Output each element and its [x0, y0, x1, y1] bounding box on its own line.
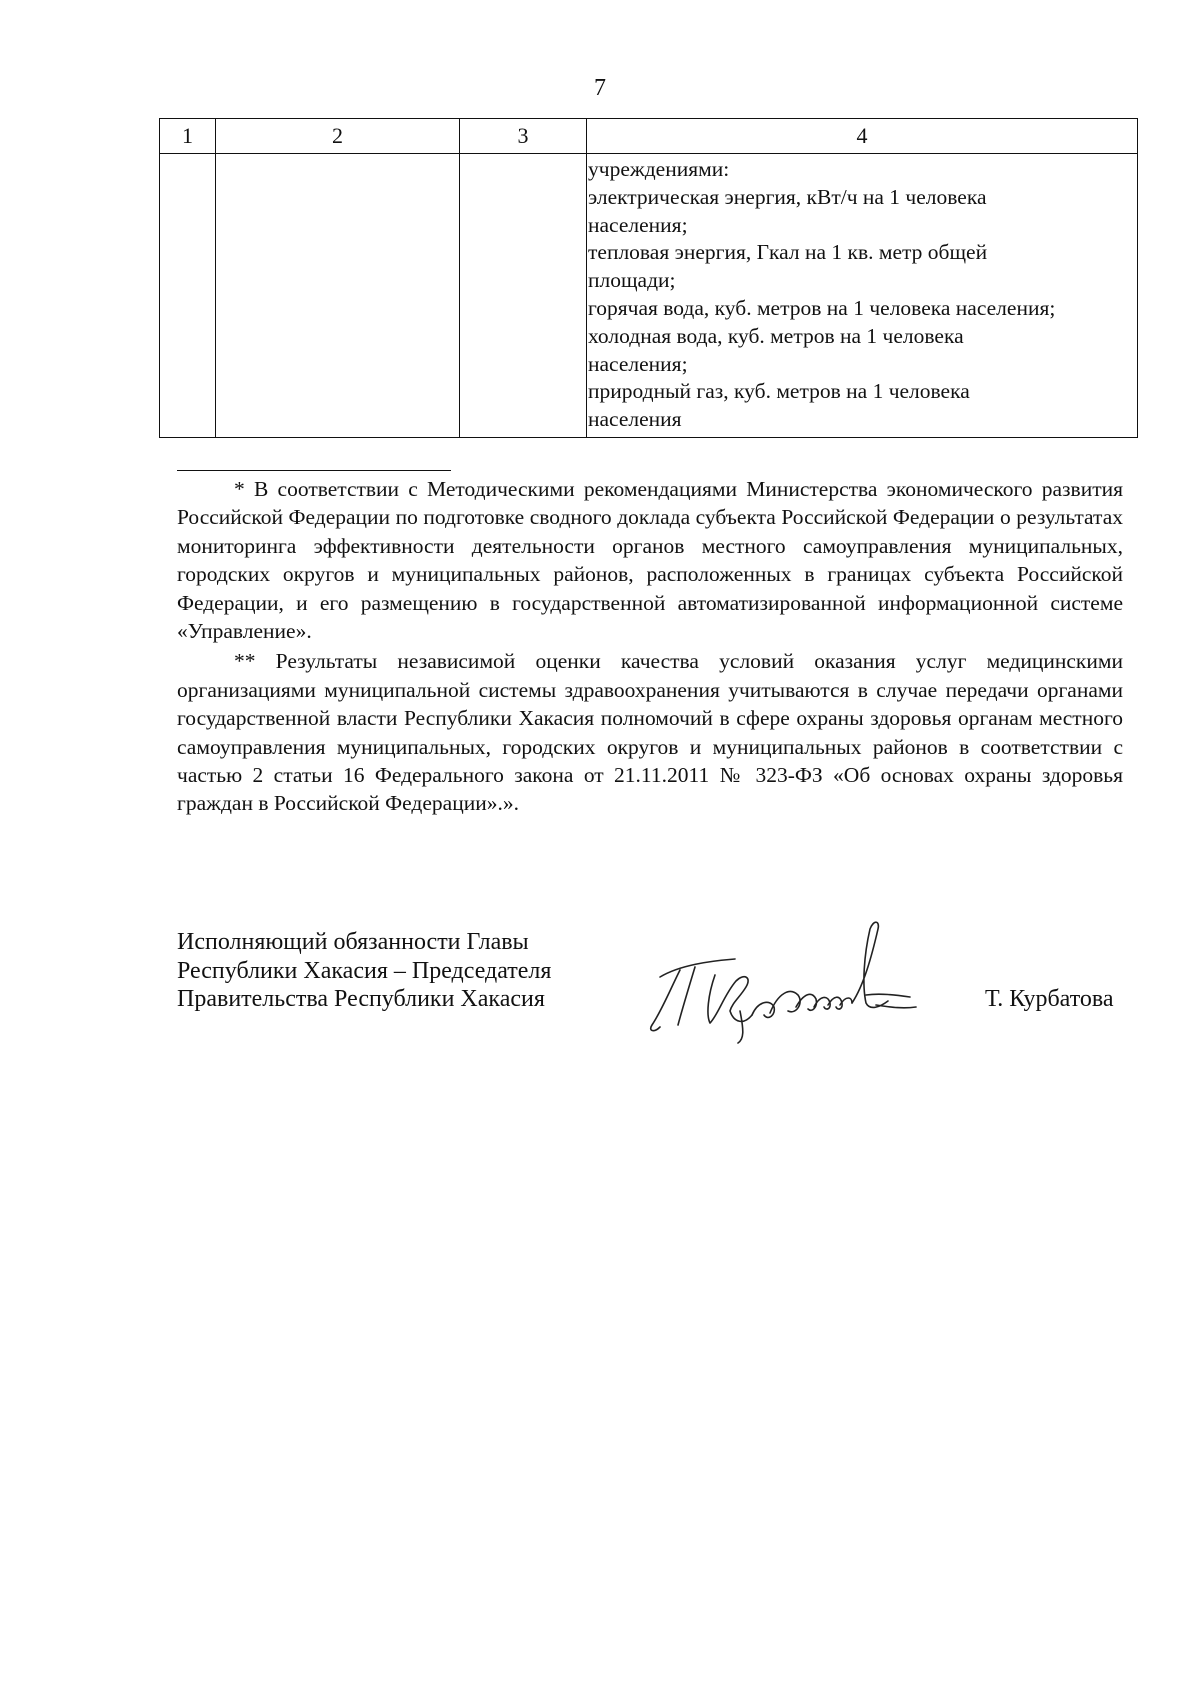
cell-line: учреждениями: [588, 157, 730, 181]
cell-line: населения [588, 407, 682, 432]
footnotes [177, 475, 1123, 818]
cell-line: населения; [588, 351, 688, 376]
footnote-1: * В соответствии с Методическими рекомендациями Министерства экономического развития Российской Федерации по подготовке сводного доклада субъекта Российской Федерации о результатах мониторинга эффективности деятельности органов местного самоуправления муниципальных, городских округов и муниципальных районов, расположенных в границах субъекта Российской Федерации, и его размещению в государственной автоматизированной информационной системе «Управление». [177, 477, 1123, 644]
cell-line: природный газ, куб. метров на 1 человека [588, 379, 970, 404]
table-header-col-2: 2 [216, 119, 460, 154]
indicator-table [159, 118, 1138, 438]
handwritten-signature-icon [640, 915, 930, 1045]
table-header-col-3: 3 [460, 119, 587, 154]
footnote-divider [177, 470, 451, 471]
cell-line: площади; [588, 268, 676, 293]
cell-line: населения; [588, 212, 688, 237]
cell-line: тепловая энергия, Гкал на 1 кв. метр общей [588, 240, 988, 265]
position-line: Исполняющий обязанности Главы [177, 929, 529, 955]
table-cell-col-3 [460, 154, 587, 438]
table-header-col-1: 1 [160, 119, 216, 154]
cell-line: горячая вода, куб. метров на 1 человека населения; [588, 295, 1056, 320]
footnote-2: ** Результаты независимой оценки качества условий оказания услуг медицинскими организациями муниципальной системы здравоохранения учитываются в случае передачи органами государственной власти Республики Хакасия полномочий в сфере охраны здоровья органам местного самоуправления муниципальных, городских округов и муниципальных районов в соответствии с частью 2 статьи 16 Федерального закона от 21.11.2011 № 323-ФЗ «Об основах охраны здоровья граждан в Российской Федерации».». [177, 649, 1123, 816]
table-cell-col-2 [216, 154, 460, 438]
table-cell-col-4 [587, 154, 1138, 438]
table-row [160, 154, 1138, 438]
table-header-col-4: 4 [587, 119, 1138, 154]
page-number: 7 [594, 75, 606, 101]
cell-line: электрическая энергия, кВт/ч на 1 человека [588, 184, 987, 209]
table-header-row [160, 119, 1138, 154]
signatory-position [177, 928, 551, 1014]
position-line: Правительства Республики Хакасия [177, 986, 545, 1012]
signer-name: Т. Курбатова [985, 986, 1114, 1012]
position-line: Республики Хакасия – Председателя [177, 957, 552, 984]
table-cell-col-1 [160, 154, 216, 438]
cell-line: холодная вода, куб. метров на 1 человека [588, 323, 964, 348]
